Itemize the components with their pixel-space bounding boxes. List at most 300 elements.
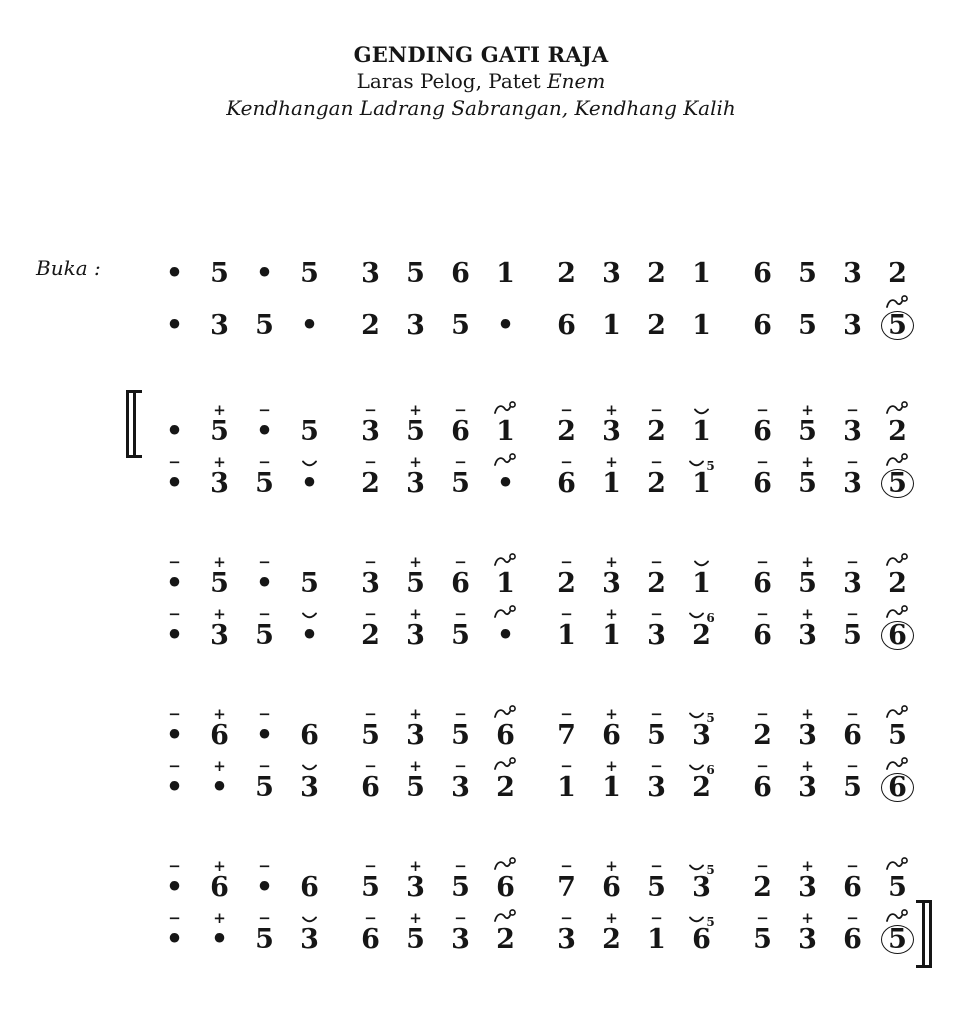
- notation-cell: [483, 396, 528, 448]
- notation-cell: [830, 238, 875, 290]
- notation-cell: [589, 238, 634, 290]
- note: [887, 773, 908, 804]
- kethuk-glyph: +: [213, 605, 226, 623]
- note: [887, 469, 908, 500]
- notation-cell: [242, 904, 287, 956]
- note: 5: [406, 416, 425, 447]
- note: 3: [451, 772, 470, 803]
- notation-cell: [242, 448, 287, 500]
- notation-cell: [483, 290, 528, 342]
- notation-cell: [287, 700, 332, 752]
- note: 5: [255, 468, 274, 499]
- note: 1: [557, 772, 576, 803]
- kempyang-mark: [756, 548, 769, 569]
- note: 2: [602, 924, 621, 955]
- note: 2: [557, 416, 576, 447]
- note: [887, 621, 908, 652]
- notation-cell: [393, 238, 438, 290]
- note: 1: [602, 468, 621, 499]
- kethuk-mark: [801, 448, 814, 469]
- kethuk-mark: [605, 448, 618, 469]
- kethuk-glyph: +: [605, 553, 618, 571]
- kempyang-glyph: −: [454, 757, 467, 775]
- notation-cell: [544, 752, 589, 804]
- note: 2: [692, 620, 711, 651]
- kenong-gong-mark: [885, 904, 910, 925]
- notation-cell: [544, 700, 589, 752]
- kempyang-glyph: −: [650, 857, 663, 875]
- kethuk-glyph: +: [605, 605, 618, 623]
- notation-cell: [634, 238, 679, 290]
- note: 5: [210, 258, 229, 289]
- kempyang-glyph: −: [364, 553, 377, 571]
- gatra-4: [740, 548, 920, 600]
- gatra-2: [348, 396, 528, 448]
- kethuk-mark: [605, 396, 618, 417]
- note: 3: [798, 772, 817, 803]
- notation-cell: [830, 852, 875, 904]
- notation-cell: [348, 238, 393, 290]
- kethuk-mark: [605, 904, 618, 925]
- gatra-3: [544, 448, 724, 500]
- kempyang-glyph: −: [168, 705, 181, 723]
- notation-cell: [393, 904, 438, 956]
- kempyang-glyph: −: [560, 857, 573, 875]
- block-3-line-1: [152, 700, 920, 752]
- kempyang-mark: [846, 700, 859, 721]
- note: 5: [300, 416, 319, 447]
- notation-cell: [242, 238, 287, 290]
- note: 5: [798, 416, 817, 447]
- kenong-gong-mark: [885, 448, 910, 469]
- notation-cell: [348, 396, 393, 448]
- kempyang-glyph: −: [560, 909, 573, 927]
- notation-cell: [679, 852, 724, 904]
- note: 5: [888, 872, 907, 903]
- notation-cell: [152, 700, 197, 752]
- rest-dot: •: [255, 568, 274, 599]
- notation-cell: [438, 700, 483, 752]
- notation-cell: [152, 852, 197, 904]
- notation-cell: [589, 700, 634, 752]
- notation-cell: [483, 448, 528, 500]
- notation-cell: [483, 600, 528, 652]
- note: 1: [692, 310, 711, 341]
- kempyang-glyph: −: [846, 857, 859, 875]
- note: 2: [888, 416, 907, 447]
- notation-cell: [785, 600, 830, 652]
- kempyang-mark: [756, 700, 769, 721]
- rest-dot: •: [165, 416, 184, 447]
- kempyang-mark: [560, 904, 573, 925]
- note: 6: [753, 468, 772, 499]
- kempyang-mark: [846, 548, 859, 569]
- note: 5: [451, 720, 470, 751]
- notation-cell: [875, 752, 920, 804]
- kempul-mark: [301, 448, 318, 469]
- kempyang-mark: [650, 600, 663, 621]
- note: 6: [451, 568, 470, 599]
- kempul-6-mark: [688, 752, 715, 777]
- kenong-gong-mark: [493, 852, 518, 873]
- notation-cell: [544, 396, 589, 448]
- kempyang-mark: [258, 448, 271, 469]
- notation-cell: [197, 852, 242, 904]
- notation-cell: [830, 396, 875, 448]
- notation-cell: [679, 238, 724, 290]
- rest-dot: •: [255, 720, 274, 751]
- kempyang-glyph: −: [364, 757, 377, 775]
- kempyang-glyph: −: [650, 705, 663, 723]
- notation-score: [152, 238, 920, 1004]
- kenong-gong-mark: [493, 700, 518, 721]
- note: 5: [255, 310, 274, 341]
- rest-dot: •: [165, 310, 184, 341]
- rest-dot: •: [165, 620, 184, 651]
- kethuk-mark: [605, 752, 618, 773]
- kempyang-mark: [846, 752, 859, 773]
- notation-cell: [483, 852, 528, 904]
- kethuk-glyph: +: [801, 605, 814, 623]
- rest-dot: •: [165, 872, 184, 903]
- kempyang-glyph: −: [454, 401, 467, 419]
- kempyang-glyph: −: [258, 857, 271, 875]
- note: 6: [361, 772, 380, 803]
- gatra-1: [152, 752, 332, 804]
- notation-cell: [875, 600, 920, 652]
- notation-cell: [830, 700, 875, 752]
- notation-cell: [875, 548, 920, 600]
- notation-cell: [589, 290, 634, 342]
- kempyang-glyph: −: [454, 705, 467, 723]
- rest-dot: •: [496, 620, 515, 651]
- kethuk-glyph: +: [213, 705, 226, 723]
- note: 2: [361, 310, 380, 341]
- kempyang-glyph: −: [168, 857, 181, 875]
- note: 1: [647, 924, 666, 955]
- note: 1: [602, 772, 621, 803]
- notation-cell: [348, 904, 393, 956]
- kempyang-glyph: −: [756, 705, 769, 723]
- kempul-number: 5: [706, 459, 715, 473]
- kempyang-glyph: −: [560, 453, 573, 471]
- kempyang-glyph: −: [650, 757, 663, 775]
- note: 3: [647, 620, 666, 651]
- kethuk-glyph: +: [409, 757, 422, 775]
- kethuk-mark: [605, 600, 618, 621]
- rest-dot: •: [300, 620, 319, 651]
- kempyang-mark: [364, 852, 377, 873]
- kempyang-mark: [756, 752, 769, 773]
- notation-cell: [679, 904, 724, 956]
- notation-cell: [679, 700, 724, 752]
- notation-cell: [287, 290, 332, 342]
- note: 3: [406, 310, 425, 341]
- note: 7: [557, 872, 576, 903]
- kempyang-mark: [364, 904, 377, 925]
- notation-cell: [740, 600, 785, 652]
- kempyang-glyph: −: [364, 453, 377, 471]
- section-buka: [152, 238, 920, 342]
- notation-cell: [152, 290, 197, 342]
- kempyang-glyph: −: [560, 705, 573, 723]
- kempyang-mark: [258, 396, 271, 417]
- kethuk-mark: [213, 600, 226, 621]
- gatra-4: [740, 752, 920, 804]
- kethuk-mark: [409, 904, 422, 925]
- kethuk-glyph: +: [605, 453, 618, 471]
- note: 6: [300, 720, 319, 751]
- gatra-4: [740, 852, 920, 904]
- note: 5: [406, 772, 425, 803]
- note: 6: [557, 310, 576, 341]
- gong-circled-note: 5: [881, 311, 914, 340]
- notation-cell: [242, 600, 287, 652]
- note: 3: [406, 872, 425, 903]
- note: 3: [361, 258, 380, 289]
- kempyang-glyph: −: [168, 605, 181, 623]
- notation-cell: [830, 904, 875, 956]
- kenong-gong-mark: [493, 548, 518, 569]
- note: 5: [255, 772, 274, 803]
- note: 2: [888, 568, 907, 599]
- notation-cell: [875, 904, 920, 956]
- kempyang-glyph: −: [364, 705, 377, 723]
- subtitle-kendhangan: Kendhangan Ladrang Sabrangan, Kendhang Kalih: [226, 96, 736, 120]
- kethuk-mark: [605, 700, 618, 721]
- notation-cell: [393, 448, 438, 500]
- kethuk-glyph: +: [605, 401, 618, 419]
- kethuk-glyph: +: [409, 401, 422, 419]
- notation-cell: [393, 396, 438, 448]
- gatra-2: [348, 600, 528, 652]
- kempyang-glyph: −: [560, 401, 573, 419]
- note: 6: [843, 924, 862, 955]
- gatra-1: [152, 448, 332, 500]
- kethuk-glyph: +: [213, 553, 226, 571]
- kempyang-glyph: −: [846, 705, 859, 723]
- kenong-gong-mark: [493, 752, 518, 773]
- kempyang-mark: [650, 548, 663, 569]
- block-2-line-2: [152, 600, 920, 652]
- repeat-open-bracket: [126, 390, 142, 458]
- block-3-line-2: [152, 752, 920, 804]
- note: 6: [210, 720, 229, 751]
- kethuk-mark: [409, 700, 422, 721]
- kempul-5-mark: [688, 904, 715, 929]
- kempyang-mark: [454, 852, 467, 873]
- kempyang-mark: [846, 448, 859, 469]
- note: 3: [798, 720, 817, 751]
- kethuk-glyph: +: [605, 705, 618, 723]
- kempyang-glyph: −: [168, 453, 181, 471]
- rest-dot: •: [210, 772, 229, 803]
- notation-cell: [634, 904, 679, 956]
- rest-dot: •: [210, 924, 229, 955]
- notation-cell: [589, 600, 634, 652]
- note: 5: [647, 872, 666, 903]
- gatra-4: [740, 904, 920, 956]
- note: 5: [888, 720, 907, 751]
- notation-cell: [197, 396, 242, 448]
- notation-cell: [287, 752, 332, 804]
- gatra-2: [348, 448, 528, 500]
- kethuk-mark: [801, 396, 814, 417]
- note: 6: [692, 924, 711, 955]
- kethuk-mark: [605, 548, 618, 569]
- kempyang-glyph: −: [560, 757, 573, 775]
- note: 6: [753, 772, 772, 803]
- gatra-4: [740, 448, 920, 500]
- gatra-1: [152, 600, 332, 652]
- gatra-3: [544, 396, 724, 448]
- note: 5: [210, 568, 229, 599]
- kempyang-glyph: −: [846, 605, 859, 623]
- notation-cell: [679, 396, 724, 448]
- kempyang-glyph: −: [454, 553, 467, 571]
- notation-cell: [393, 700, 438, 752]
- kethuk-glyph: +: [409, 909, 422, 927]
- kempyang-mark: [168, 700, 181, 721]
- note: 5: [798, 468, 817, 499]
- kempyang-mark: [650, 700, 663, 721]
- note: [887, 311, 908, 342]
- notation-cell: [438, 752, 483, 804]
- notation-cell: [830, 548, 875, 600]
- notation-cell: [393, 600, 438, 652]
- notation-cell: [438, 290, 483, 342]
- kenong-gong-mark: [885, 548, 910, 569]
- notation-cell: [544, 238, 589, 290]
- notation-cell: [242, 852, 287, 904]
- notation-cell: [152, 904, 197, 956]
- kempyang-mark: [756, 448, 769, 469]
- gatra-4: [740, 600, 920, 652]
- kethuk-mark: [801, 548, 814, 569]
- kempyang-glyph: −: [846, 401, 859, 419]
- notation-cell: [634, 396, 679, 448]
- block-1-line-2: [152, 448, 920, 500]
- kempyang-glyph: −: [258, 757, 271, 775]
- kethuk-mark: [409, 448, 422, 469]
- kempyang-glyph: −: [258, 453, 271, 471]
- notation-cell: [438, 600, 483, 652]
- kempyang-mark: [560, 548, 573, 569]
- note: 5: [361, 720, 380, 751]
- note: 5: [255, 924, 274, 955]
- notation-cell: [197, 238, 242, 290]
- gatra-2: [348, 548, 528, 600]
- note: 3: [843, 310, 862, 341]
- kempyang-glyph: −: [846, 757, 859, 775]
- notation-cell: [242, 700, 287, 752]
- kempyang-mark: [364, 448, 377, 469]
- kethuk-mark: [801, 752, 814, 773]
- kempul-6-mark: [688, 600, 715, 625]
- note: 6: [557, 468, 576, 499]
- notation-cell: [483, 904, 528, 956]
- notation-cell: [875, 448, 920, 500]
- note: 5: [647, 720, 666, 751]
- notation-cell: [348, 600, 393, 652]
- kempyang-glyph: −: [756, 401, 769, 419]
- kethuk-glyph: +: [409, 605, 422, 623]
- notation-cell: [197, 600, 242, 652]
- note: 3: [843, 416, 862, 447]
- kempyang-mark: [168, 600, 181, 621]
- kempyang-mark: [454, 396, 467, 417]
- kempyang-glyph: −: [258, 553, 271, 571]
- notation-cell: [152, 448, 197, 500]
- notation-cell: [348, 290, 393, 342]
- kenong-gong-mark: [885, 290, 910, 311]
- note: 3: [300, 924, 319, 955]
- kethuk-glyph: +: [409, 553, 422, 571]
- gong-circled-note: 5: [881, 925, 914, 954]
- gong-circled-note: 6: [881, 773, 914, 802]
- subtitle-laras: [0, 68, 962, 95]
- note: 3: [406, 468, 425, 499]
- gatra-3: [544, 238, 724, 290]
- kethuk-glyph: +: [801, 401, 814, 419]
- note: 6: [753, 416, 772, 447]
- kempyang-glyph: −: [846, 909, 859, 927]
- kempyang-glyph: −: [846, 553, 859, 571]
- kethuk-mark: [409, 548, 422, 569]
- kempyang-mark: [846, 904, 859, 925]
- notation-cell: [152, 548, 197, 600]
- notation-cell: [197, 548, 242, 600]
- kenong-gong-mark: [885, 396, 910, 417]
- notation-cell: [438, 548, 483, 600]
- kethuk-glyph: +: [213, 401, 226, 419]
- note: 6: [451, 258, 470, 289]
- section-block-1: [152, 396, 920, 500]
- note: 3: [602, 416, 621, 447]
- kempyang-glyph: −: [168, 553, 181, 571]
- notation-cell: [740, 904, 785, 956]
- kempul-mark: [301, 600, 318, 621]
- notation-cell: [830, 600, 875, 652]
- note: 1: [602, 310, 621, 341]
- note: 3: [602, 258, 621, 289]
- notation-cell: [830, 448, 875, 500]
- note: 5: [798, 568, 817, 599]
- kempyang-glyph: −: [258, 401, 271, 419]
- kenong-gong-mark: [885, 752, 910, 773]
- note: 3: [843, 468, 862, 499]
- section-block-3: [152, 700, 920, 804]
- kempyang-glyph: −: [258, 705, 271, 723]
- note: 5: [798, 310, 817, 341]
- note: 5: [406, 258, 425, 289]
- gatra-2: [348, 852, 528, 904]
- notation-cell: [544, 904, 589, 956]
- kethuk-mark: [409, 396, 422, 417]
- note: 6: [361, 924, 380, 955]
- notation-cell: [287, 448, 332, 500]
- gatra-3: [544, 548, 724, 600]
- kempyang-mark: [168, 904, 181, 925]
- kempyang-glyph: −: [756, 453, 769, 471]
- note: 5: [300, 568, 319, 599]
- gatra-4: [740, 238, 920, 290]
- kempyang-mark: [756, 852, 769, 873]
- note: 2: [647, 258, 666, 289]
- kethuk-mark: [213, 548, 226, 569]
- kempyang-mark: [650, 752, 663, 773]
- kempul-mark: [301, 752, 318, 773]
